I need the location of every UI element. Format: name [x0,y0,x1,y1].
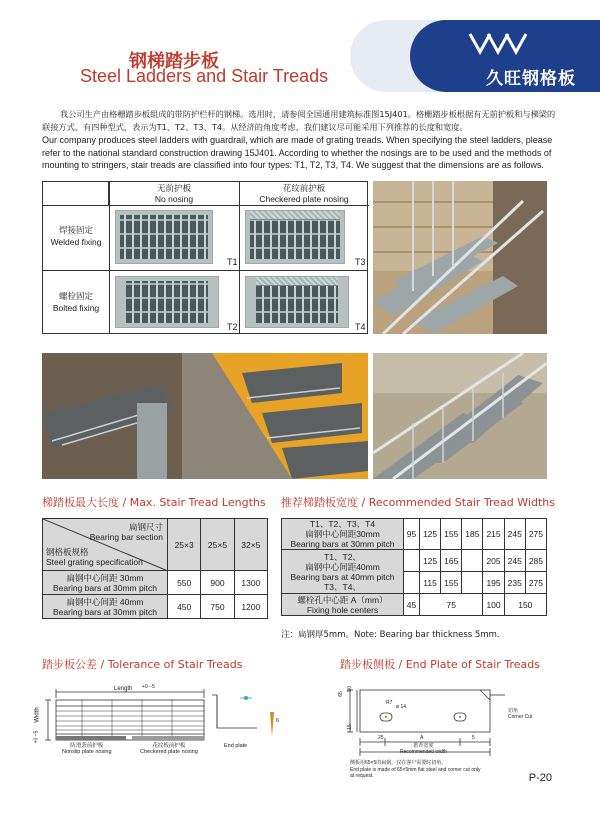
page-number: P-20 [528,772,552,784]
row-en: Bearing bars at 30mm pitch [53,582,157,593]
table-cell: 1300 [234,571,267,595]
corner-cell [43,182,109,206]
tolerance-drawing [42,680,292,780]
max-length-table [42,518,268,619]
page-title-cn: 钢梯踏步板 [129,51,219,72]
row-en: Bearing bars at 30mm pitch [53,606,157,617]
table-cell: 450 [168,595,201,619]
intro-en: Our company produces steel ladders with guardrail, which are made of grating treads. When specifying the steel ladders, please refer to the national standard construction drawing 15J401. According to whether the nosings are to be used and the methods of mounting to stringers, stair treads are classified into four types: T1, T2, T3, T4. We suggest that the dimensions are as follows. [42,135,553,170]
corner-cut-label [508,708,532,720]
length-label: Length [114,686,133,692]
tread-image-t1 [115,210,213,264]
row-label-welded [43,224,109,248]
table-cell [404,572,420,594]
recommended-width-table [281,518,547,616]
table-row [282,594,547,616]
table-cell: 205 [483,550,504,572]
tread-type-table [42,181,368,334]
table-cell [462,550,483,572]
row2-label-4: T3、T4、 [324,581,361,592]
table-cell: 285 [525,550,546,572]
width-tolerance: +0 −5 [33,730,40,744]
row-header [282,550,404,594]
table-cell: 275 [525,572,546,594]
col-header: 25×3 [168,519,201,571]
photo-indoor-staircase [373,353,547,479]
table-cell: 185 [462,519,483,550]
dim-15: 15 [346,724,353,730]
dim-5: 5 [472,735,475,741]
row1-en: Welded fixing [50,237,102,247]
length-table-header-cell [43,519,168,571]
checker-nosing-label [140,743,198,755]
endplate-section-title: 踏步板侧板 / End Plate of Stair Treads [340,658,540,671]
table-cell: 750 [201,595,234,619]
dim-a: A [420,735,424,741]
brand-name: 久旺钢格板 [486,69,576,89]
table-cell: 125 [419,550,440,572]
width-en: Recommended width [400,748,447,755]
row1-label-2: 扁钢中心间距30mm [305,529,380,539]
col1-cn: 无前护板 [156,183,191,193]
bearing-bar-note: 注：扁钢厚5mm。Note: Bearing bar thickness 5mm. [281,630,500,640]
row-cn: 扁钢中心间距 30mm [66,572,144,583]
note-en-2: at request. [350,773,374,779]
table-cell: 550 [168,571,201,595]
type-label-t3: T3 [355,257,366,267]
table-cell [462,572,483,594]
dim-hole: ø 14 [396,704,407,710]
tread-image-t2 [115,276,219,328]
tread-image-t4 [245,276,349,328]
end-plate-label: End plate [224,743,248,749]
dim-50: 50 [346,686,353,692]
table-cell: 215 [483,519,504,550]
note-cn: 侧板用65×5的扁钢，仅在客户需要时切角。 [350,760,447,766]
table-cell: 100 [483,594,504,616]
col-header: 32×5 [234,519,267,571]
row2-cn: 螺栓固定 [58,291,93,301]
table-cell: 150 [504,594,546,616]
length-section-title: 梯踏板最大长度 / Max. Stair Tread Lengths [42,496,266,509]
row-cn: 扁钢中心间距 40mm [66,596,144,607]
row-header [43,595,168,619]
tolerance-section-title: 踏步板公差 / Tolerance of Stair Treads [42,658,243,671]
row-header [282,594,404,616]
table-cell: 195 [483,572,504,594]
length-tolerance: +0 −5 [142,684,155,690]
width-section-title: 推荐梯踏板宽度 / Recommended Stair Tread Widths [281,496,555,509]
divider [43,270,367,271]
photo-outdoor-staircase [373,181,547,334]
row-header [43,571,168,595]
header-top-en: Bearing bar section [89,532,163,542]
table-cell [404,550,420,572]
row3-label-2: Fixing hole centers [306,604,379,615]
divider [109,182,110,333]
row-header [282,519,404,550]
table-cell: 155 [441,519,462,550]
nonslip-cn: 防滑条前护板 [70,743,104,749]
row2-label-2: 扁钢中心间距40mm [305,561,380,572]
type-label-t4: T4 [355,322,366,332]
width-label: Width [34,707,41,723]
col2-cn: 花纹前护板 [282,183,326,193]
page-title-en: Steel Ladders and Stair Treads [80,66,329,86]
end-plate-note [350,760,540,780]
header-left-en: Steel grating specification [46,557,143,567]
table-row [43,595,268,619]
row3-label-1: 螺栓孔中心距 A（mm） [297,594,388,605]
table-cell: 115 [419,572,440,594]
table-cell: 900 [201,571,234,595]
row2-en: Bolted fixing [52,303,100,313]
table-cell: 75 [419,594,483,616]
header-top-cn: 扁钢尺寸 [128,522,163,532]
type-label-t2: T2 [227,322,238,332]
table-cell: 165 [441,550,462,572]
table-cell: 1200 [234,595,267,619]
row2-label-1: T1、T2、 [324,551,361,562]
table-cell: 245 [504,519,525,550]
col-header-no-nosing [109,182,239,206]
dim-r7: R7 [386,700,393,706]
nonslip-nosing-label [62,743,112,755]
table-cell: 245 [504,550,525,572]
tread-image-t3 [245,210,345,264]
nonslip-en: Nonslip plate nosing [62,749,112,755]
col-header-checkered [239,182,369,206]
type-label-t1: T1 [227,257,238,267]
table-cell: 275 [525,519,546,550]
header-left-cn: 钢格板规格 [46,547,89,557]
intro-cn: 我公司生产由格栅踏步板组成的带防护栏杆的钢梯。选用时，请参阅全国通用建筑标准图15J401。格栅踏步板根据有无前护板和与梯梁的联接方式，有四种型式，表示为T1、T2、T3、T4。从经济的角度考虑，我们建议尽可能采用下列推荐的长度和宽度。 [42,109,556,132]
row-label-bolted [43,290,109,314]
brand-logo-icon [466,28,530,58]
photo-grating-stair-closeup [42,353,368,479]
corner-cn: 切角 [508,708,519,714]
table-cell: 235 [504,572,525,594]
table-row [43,571,268,595]
dim-25: 25 [378,735,384,741]
dim-65: 65 [337,691,344,697]
divider [239,182,240,333]
row1-label-1: T1、T2、T3、T4 [309,519,376,529]
row2-label-3: Bearing bars at 40mm pitch [290,571,395,582]
note-en-1: End plate is made of 65×5mm flat steel and corner cut only [350,766,481,773]
row1-cn: 焊接固定 [58,225,93,235]
table-row [282,519,547,550]
col1-en: No nosing [154,194,194,204]
checker-en: Checkered plate nosing [140,749,198,755]
table-cell: 95 [404,519,420,550]
row1-label-3: Bearing bars at 30mm pitch [290,539,395,549]
table-cell: 45 [404,594,420,616]
col2-en: Checkered plate nosing [259,194,349,204]
corner-en: Corner Cut [508,714,533,720]
dim-6: 6 [276,718,280,724]
checker-cn: 花纹板前护板 [152,743,186,749]
width-cn: 推荐宽度 [413,743,434,749]
table-cell: 155 [441,572,462,594]
intro-text [42,108,560,172]
page-header [0,0,600,100]
recommended-width-label [400,744,447,755]
table-cell: 125 [419,519,440,550]
col-header: 25×5 [201,519,234,571]
table-row [282,550,547,572]
